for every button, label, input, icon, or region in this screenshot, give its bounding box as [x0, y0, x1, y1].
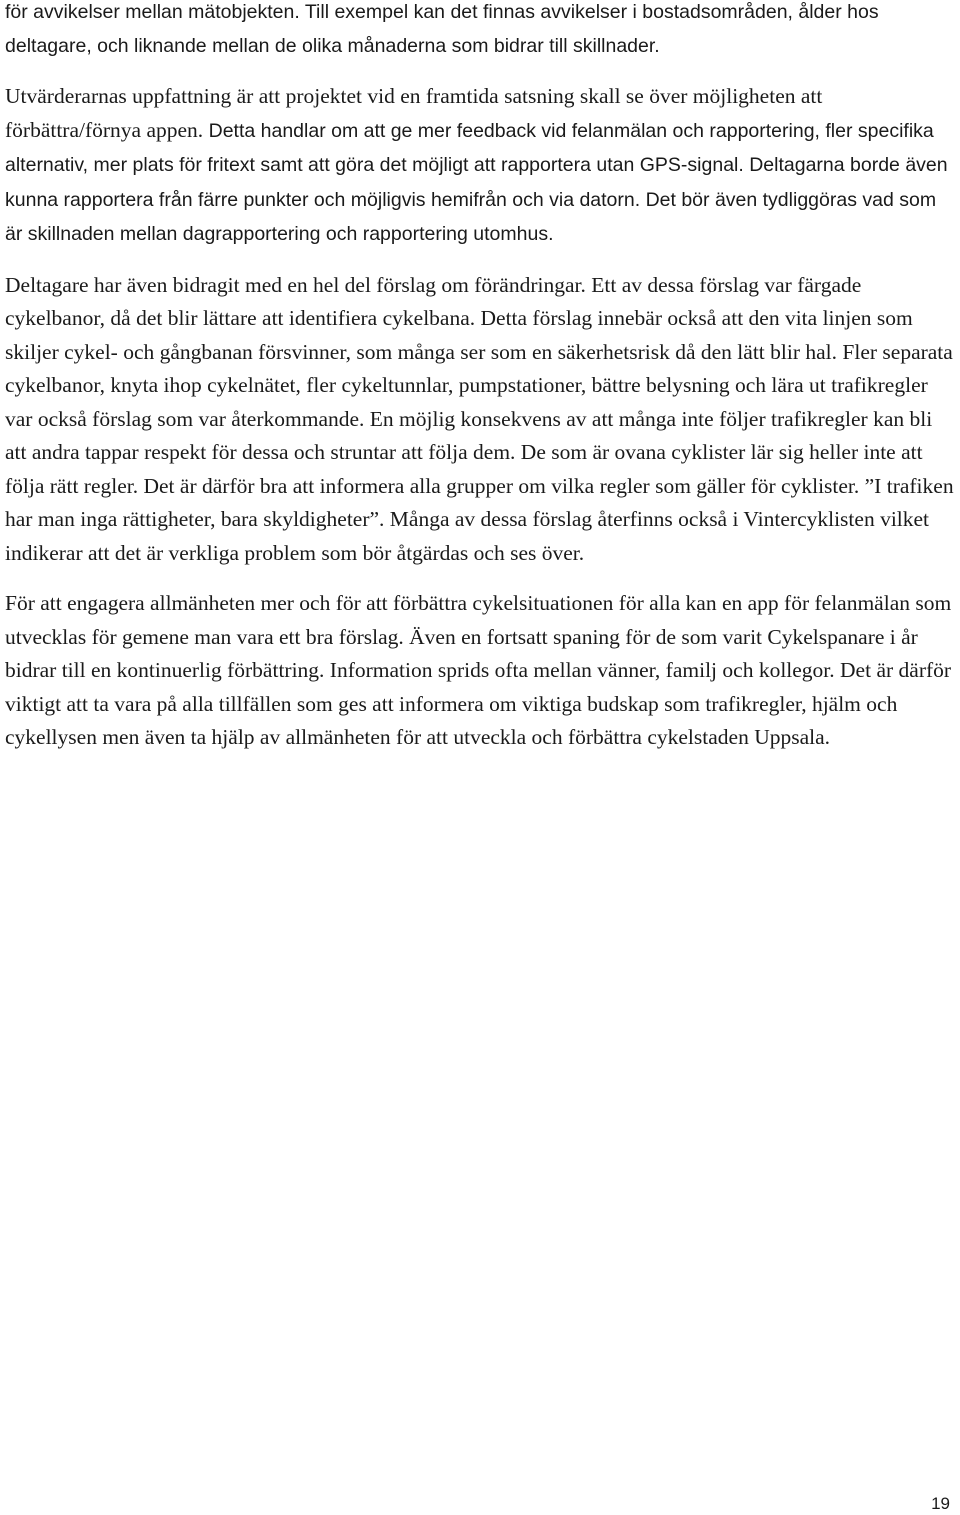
paragraph-evaluators-feedback: Detta handlar om att ge mer feedback vid felanmälan och rapportering, fler specifika alternativ, mer plats för fritext samt att göra det möjligt att rapportera utan GPS-signal. [5, 119, 934, 176]
paragraph-spacer [5, 63, 957, 80]
paragraph-spacer [5, 252, 957, 269]
paragraph-participant-suggestions: Deltagare har även bidragit med en hel del förslag om förändringar. Ett av dessa förslag var färgade cykelbanor, då det blir lättare att identifiera cykelbana. Detta förslag innebär också att den vita linjen som skiljer cykel- och gångbanan försvinner, som många ser som en säkerhetsrisk då den lätt blir hal. Fler separata cykelbanor, knyta ihop cykelnätet, fler cykeltunnlar, pumpstationer, bättre belysning och lära ut trafikregler var också förslag som var återkommande. En möjlig konsekvens av att många inte följer trafikregler kan bli att andra tappar respekt för dessa och struntar att följa dem. De som är ovana cyklister lär sig heller inte att följa rätt regler. Det är därför bra att informera alla grupper om vilka regler som gäller för cyklister. ”I trafiken har man inga rättigheter, bara skyldigheter”. Många av dessa förslag återfinns också i Vintercyklisten vilket indikerar att det är verkliga problem som bör åtgärdas och ses över. [5, 272, 954, 565]
document-page [5, 0, 957, 755]
paragraph-deviations: för avvikelser mellan mätobjekten. Till exempel kan det finnas avvikelser i bostadsområden, ålder hos deltagare, och liknande mellan de olika månaderna som bidrar till skillnader. [5, 1, 879, 57]
page-number: 19 [931, 1494, 950, 1513]
paragraph-evaluators-intro: Utvärderarnas uppfattning är att projektet vid en framtida satsning skall se över möjligheten att förbättra/förnya appen. [5, 84, 823, 142]
paragraph-evaluators-view [5, 80, 957, 252]
paragraph-spacer [5, 570, 957, 587]
paragraph-evaluators-reporting: Deltagarna borde även kunna rapportera från färre punkter och möjligvis hemifrån och via datorn. Det bör även tydliggöras vad som är skillnaden mellan dagrapportering och rapportering utomhus. [5, 154, 948, 245]
paragraph-public-engagement: För att engagera allmänheten mer och för att förbättra cykelsituationen för alla kan en app för felanmälan som utvecklas för gemene man vara ett bra förslag. Även en fortsatt spaning för de som varit Cykelspanare i år bidrar till en kontinuerlig förbättring. Information sprids ofta mellan vänner, familj och kollegor. Det är därför viktigt att ta vara på alla tillfällen som ges att informera om viktiga budskap som trafikregler, hjälm och cykellysen men även ta hjälp av allmänheten för att utveckla och förbättra cykelstaden Uppsala. [5, 591, 952, 749]
